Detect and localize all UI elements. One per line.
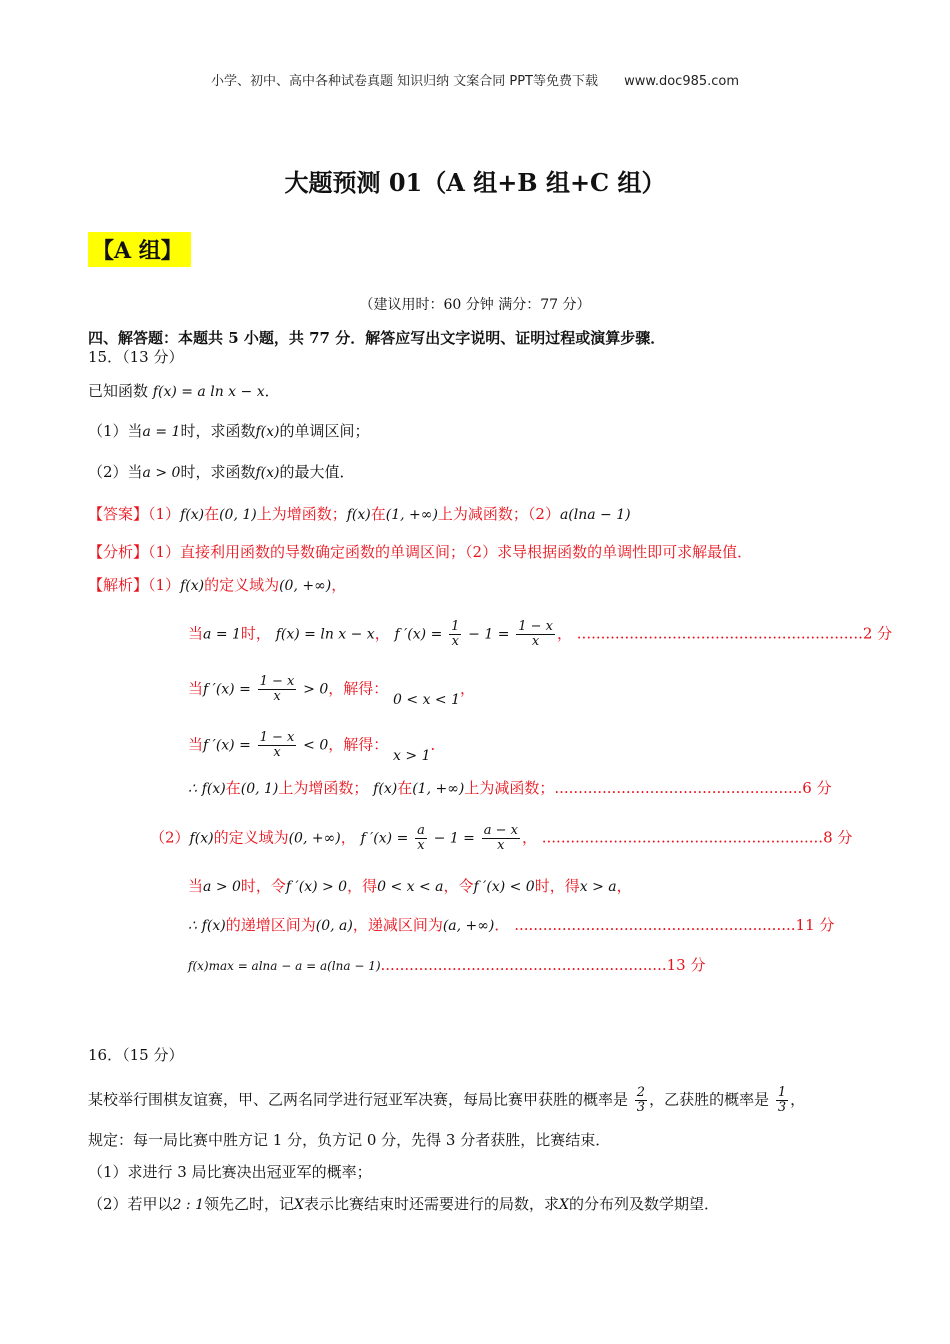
s6-shi: 时，令 [240,877,286,895]
s5-frac-2-num: a − x [483,823,518,838]
s5-minus: − 1 = [433,830,475,847]
solution-step-5 [150,824,852,853]
s5-frac-2 [482,824,520,853]
s1-frac-1 [449,620,461,649]
solution-domain: 的定义域为 [204,576,280,594]
solution-1: （1） [148,576,181,594]
s3-c: ． [430,735,446,754]
s8-max: f(x)max = alna − a = a(lna − 1) [188,959,381,973]
s3-dang: 当 [188,735,204,754]
q16-l4-a: （2）若甲以 [88,1195,173,1213]
solution-domain-value: (0, +∞) [279,578,332,594]
s5-frac-1 [415,824,427,853]
s1-a: a = 1 [203,626,241,643]
s3-result: x > 1 [393,747,431,764]
q15-stem: 已知函数 f(x) = a ln x − x． [88,382,280,400]
solution-step-8 [188,955,705,976]
solution-step-1 [188,620,892,649]
solution-comma: ， [331,576,347,594]
q16-l1-c: ， [790,1090,806,1109]
q15-p2-c: 的最大值． [279,463,355,481]
s4-interval-1: (0, 1) [240,781,279,797]
q15-p1-a: （1）当 [88,422,143,440]
s3-frac-num: 1 − x [259,730,295,745]
q15-stem-text: 已知函数 [88,382,149,400]
s6-ling: ，令 [443,877,474,895]
q15-function: f(x) = a ln x − x [152,384,265,400]
s4-f2: f(x) [373,781,398,797]
s1-frac-2 [516,620,555,649]
s6-fp2: f ′(x) < 0 [473,879,535,895]
solution-tag: 【解析】 [88,576,149,594]
s3-frac-den: x [273,745,281,760]
answer-tag: 【答案】 [88,505,149,523]
answer-in: 在 [204,505,220,523]
s6-shi2: 时，得 [534,877,580,895]
q16-l1-b: ，乙获胜的概率是 [649,1090,770,1109]
time-note: （建议用时：60 分钟 满分：77 分） [359,297,591,313]
q16-line-4 [88,1194,719,1215]
s5-fp: f ′(x) = [360,830,409,847]
q16-line-1 [88,1086,805,1115]
q15-answer [88,504,631,525]
s5-frac-1-den: x [417,838,425,853]
s7-dec: ，递减区间为 [352,916,443,934]
s1-c: ， [374,624,390,643]
q16-l4-c: 表示比赛结束时还需要进行的局数，求 [303,1195,559,1213]
q15-part2 [88,462,354,483]
solution-f: f(x) [180,578,205,594]
q15-p2-b: 时，求函数 [180,463,256,481]
section-heading: 四、解答题：本题共 5 小题，共 77 分．解答应写出文字说明、证明过程或演算步骤． [88,329,666,347]
s1-c2: ， [556,624,572,643]
s4-score: ....................................................6 分 [554,779,832,797]
q16-frac-1-num: 2 [636,1085,646,1100]
s5-f: f(x) [189,830,214,847]
s4-f: f(x) [201,781,226,797]
solution-step-6 [188,876,632,897]
q16-frac-2-3 [635,1086,647,1115]
solution-step-7 [188,915,834,936]
analysis-tag: 【分析】 [88,543,149,561]
s5-part: （2） [150,828,190,847]
q16-frac-2-den: 3 [777,1100,787,1115]
s2-gt: > 0 [303,681,329,698]
answer-interval-1: (0, 1) [219,507,257,523]
s6-a: a > 0 [203,879,241,895]
s5-score: ...........................................................8 分 [541,828,853,847]
s4-inc: 上为增函数； [278,779,369,797]
s3-jie: ，解得： [328,735,389,754]
answer-f2: f(x) [346,507,371,523]
solution-step-3 [188,730,446,764]
s2-result: 0 < x < 1 [393,691,461,708]
q15-p1-math: a = 1 [142,424,181,440]
q16-line-3: （1）求进行 3 局比赛决出冠亚军的概率； [88,1163,372,1181]
answer-in2: 在 [370,505,386,523]
q15-p2-math: a > 0 [142,465,181,481]
q16-line-2: 规定：每一局比赛中胜方记 1 分，负方记 0 分，先得 3 分者获胜，比赛结束． [88,1131,611,1149]
doc-title: 大题预测 01（A 组+B 组+C 组） [284,168,666,197]
q15-p2-f: f(x) [255,465,280,481]
answer-1: （1） [148,505,181,523]
s5-domain: 的定义域为 [213,828,289,847]
s3-lt: < 0 [303,737,329,754]
s6-result-1: 0 < x < a [377,879,444,895]
s4-interval-2: (1, +∞) [412,781,465,797]
s2-c: ， [460,679,476,698]
s4-dec: 上为减函数； [464,779,555,797]
s2-frac [258,675,297,704]
s2-fp: f ′(x) = [203,681,251,698]
q16-frac-1-3 [776,1086,788,1115]
s1-shi: 时， [240,624,271,643]
s2-jie: ，解得： [328,679,389,698]
q15-p1-f: f(x) [255,424,280,440]
q15-p2-a: （2）当 [88,463,143,481]
s4-therefore: ∴ [188,781,197,797]
q16-l4-d: 的分布列及数学期望． [568,1195,719,1213]
s3-frac [258,731,297,760]
s1-dang: 当 [188,624,204,643]
answer-interval-2: (1, +∞) [385,507,438,523]
s7-interval-1: (0, a) [315,918,353,934]
s5-frac-2-den: x [497,838,505,853]
answer-inc: 上为增函数； [256,505,347,523]
s6-result-2: x > a [579,879,617,895]
s1-frac-1-den: x [451,634,459,649]
s7-score: ...........................................................11 分 [514,916,835,934]
q15-solution [88,575,346,596]
s1-fx: f(x) = ln x − x [275,626,375,643]
solution-step-2 [188,674,476,708]
s2-dang: 当 [188,679,204,698]
s7-inc: 的递增区间为 [225,916,316,934]
s1-frac-1-num: 1 [451,619,460,634]
page-header [0,70,950,89]
q16-frac-2-num: 1 [777,1085,787,1100]
s1-minus: − 1 = [468,626,510,643]
answer-f: f(x) [180,507,205,523]
s6-fp: f ′(x) > 0 [285,879,348,895]
s2-frac-num: 1 − x [259,674,295,689]
s7-interval-2: (a, +∞) [442,918,495,934]
q15-p1-c: 的单调区间； [279,422,370,440]
s5-frac-1-num: a [417,823,425,838]
q16-ratio: 2 : 1 [172,1197,204,1213]
group-a-label: 【A 组】 [88,232,191,267]
q16-frac-1-den: 3 [636,1100,646,1115]
q15-number: 15．（13 分） [88,348,184,366]
s1-fp: f ′(x) = [394,626,443,643]
q15-analysis [88,542,752,562]
q16-number: 16．（15 分） [88,1046,184,1064]
q16-l4-b: 领先乙时，记 [203,1195,294,1213]
q16-x: X [294,1197,304,1213]
s7-period: ． [494,916,510,934]
s7-f: f(x) [201,918,226,934]
s1-frac-2-den: x [531,634,540,649]
s4-in2: 在 [397,779,413,797]
q16-x2: X [558,1197,569,1213]
answer-dec: 上为减函数；（2） [437,505,560,523]
analysis-text: （1）直接利用函数的导数确定函数的单调区间；（2）求导根据函数的单调性即可求解最值． [148,543,753,561]
header-site[interactable]: www.doc985.com [624,74,740,89]
s6-c: ， [616,877,632,895]
q15-part1 [88,421,369,442]
s4-in: 在 [225,779,241,797]
s6-dang: 当 [188,877,204,895]
s5-domain-value: (0, +∞) [288,830,341,847]
q15-p1-b: 时，求函数 [180,422,256,440]
answer-2: a(lna − 1) [559,507,631,523]
s1-frac-2-num: 1 − x [518,619,553,634]
s5-c: ， [340,828,356,847]
s1-score: ............................................................2 分 [576,624,893,643]
s8-score: ............................................................13 分 [380,956,706,974]
solution-step-4 [188,778,832,799]
s2-frac-den: x [273,689,281,704]
header-text: 小学、初中、高中各种试卷真题 知识归纳 文案合同 PPT等免费下载 [210,74,598,89]
s3-fp: f ′(x) = [203,737,251,754]
s5-c2: ， [521,828,537,847]
s7-therefore: ∴ [188,918,197,934]
q16-l1-a: 某校举行围棋友谊赛，甲、乙两名同学进行冠亚军决赛，每局比赛甲获胜的概率是 [88,1090,629,1109]
s6-de: ，得 [347,877,378,895]
